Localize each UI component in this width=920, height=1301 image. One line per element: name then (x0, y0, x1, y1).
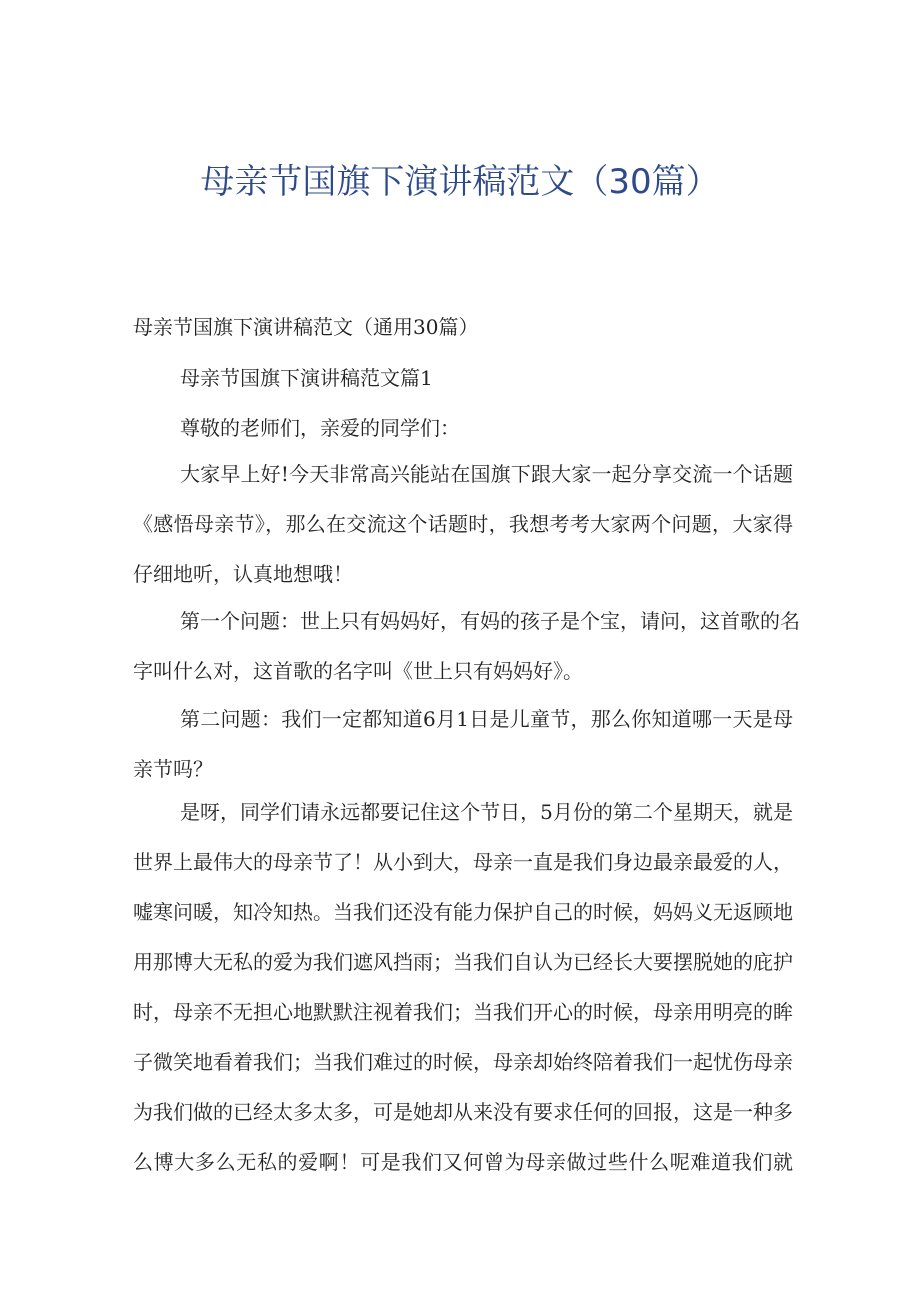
paragraph-line: 大家早上好!今天非常高兴能站在国旗下跟大家一起分享交流一个话题 (180, 462, 793, 486)
paragraph-line: 字叫什么对，这首歌的名字叫《世上只有妈妈好》。 (133, 659, 583, 683)
paragraph-line: 么博大多么无私的爱啊！可是我们又何曾为母亲做过些什么呢难道我们就 (133, 1150, 793, 1174)
paragraph-line: 嘘寒问暖，知冷知热。当我们还没有能力保护自己的时候，妈妈义无返顾地 (133, 900, 793, 924)
paragraph-line: 亲节吗？ (133, 757, 213, 781)
document-title: 母亲节国旗下演讲稿范文（30篇） (200, 162, 720, 202)
paragraph-line: 是呀，同学们请永远都要记住这个节日，5月份的第二个星期天，就是 (180, 800, 793, 824)
paragraph-line: 世界上最伟大的母亲节了！从小到大，母亲一直是我们身边最亲最爱的人， (133, 850, 793, 874)
salutation: 尊敬的老师们，亲爱的同学们： (180, 416, 460, 440)
paragraph-line: 用那博大无私的爱为我们遮风挡雨；当我们自认为已经长大要摆脱她的庇护 (133, 950, 793, 974)
paragraph-line: 为我们做的已经太多太多，可是她却从来没有要求任何的回报，这是一种多 (133, 1100, 793, 1124)
section-heading: 母亲节国旗下演讲稿范文篇1 (180, 366, 433, 390)
paragraph-line: 子微笑地看着我们；当我们难过的时候，母亲却始终陪着我们一起忧伤母亲 (133, 1050, 793, 1074)
paragraph-line: 仔细地听，认真地想哦！ (133, 562, 353, 586)
paragraph-line: 第二问题：我们一定都知道6月1日是儿童节，那么你知道哪一天是母 (180, 707, 793, 731)
document-subtitle: 母亲节国旗下演讲稿范文（通用30篇） (133, 315, 479, 339)
paragraph-line: 《感悟母亲节》，那么在交流这个话题时，我想考考大家两个问题，大家得 (133, 512, 793, 536)
paragraph-line: 第一个问题：世上只有妈妈好，有妈的孩子是个宝，请问，这首歌的名 (180, 609, 800, 633)
paragraph-line: 时，母亲不无担心地默默注视着我们；当我们开心的时候，母亲用明亮的眸 (133, 1000, 793, 1024)
